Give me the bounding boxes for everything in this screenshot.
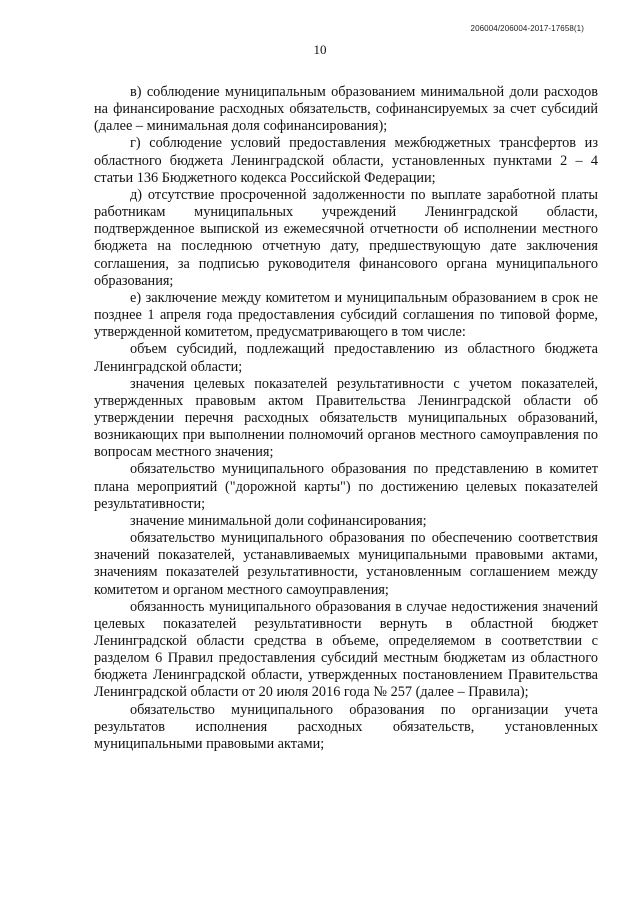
paragraph-v: в) соблюдение муниципальным образованием минимальной доли расходов на финансирование расходных обязательств, софинансируемых за счет субсидий (далее – минимальная доля софинансирования); [94, 84, 598, 135]
paragraph-target-indicators: значения целевых показателей результативности с учетом показателей, утвержденных правовым актом Правительства Ленинградской области об утверждении перечня расходных обязательств муниципальных образований, возникающих при выполнении полномочий органов местного самоуправления по вопросам местного значения; [94, 375, 598, 461]
paragraph-roadmap-obligation: обязательство муниципального образования по представлению в комитет плана мероприятий ("дорожной карты") по достижению целевых показателей результативности; [94, 461, 598, 512]
paragraph-indicator-compliance: обязательство муниципального образования по обеспечению соответствия значений показателей, устанавливаемых муниципальными правовыми актами, значениям показателей результативности, установленным соглашением между комитетом и органом местного самоуправления; [94, 530, 598, 598]
paragraph-e: е) заключение между комитетом и муниципальным образованием в срок не позднее 1 апреля года предоставления субсидий соглашения по типовой форме, утвержденной комитетом, предусматривающего в том числе: [94, 289, 598, 341]
page-number: 10 [313, 42, 327, 57]
paragraph-subsidy-volume: объем субсидий, подлежащий предоставлению из областного бюджета Ленинградской области; [94, 341, 598, 375]
paragraph-d: д) отсутствие просроченной задолженности по выплате заработной платы работникам муниципальных учреждений Ленинградской области, подтвержденное выпиской из ежемесячной отчетности об исполнении местного бюджета на последнюю отчетную дату, предшествующую дате заключения соглашения, за подписью руководителя финансового органа муниципального образования; [94, 186, 598, 289]
document-id: 206004/206004-2017-17658(1) [470, 24, 584, 33]
document-body [94, 84, 598, 753]
paragraph-g: г) соблюдение условий предоставления межбюджетных трансфертов из областного бюджета Ленинградской области, установленных пунктами 2 – 4 статьи 136 Бюджетного кодекса Российской Федерации; [94, 135, 598, 186]
paragraph-refund-duty: обязанность муниципального образования в случае недостижения значений целевых показателей результативности вернуть в областной бюджет Ленинградской области средства в объеме, определяемом в соответствии с разделом 6 Правил предоставления субсидий местным бюджетам из областного бюджета Ленинградской области, утвержденных постановлением Правительства Ленинградской области от 20 июля 2016 года № 257 (далее – Правила); [94, 598, 598, 701]
paragraph-min-share: значение минимальной доли софинансирования; [130, 512, 427, 529]
paragraph-accounting-obligation: обязательство муниципального образования по организации учета результатов исполнения расходных обязательств, установленных муниципальными правовыми актами; [94, 701, 598, 752]
